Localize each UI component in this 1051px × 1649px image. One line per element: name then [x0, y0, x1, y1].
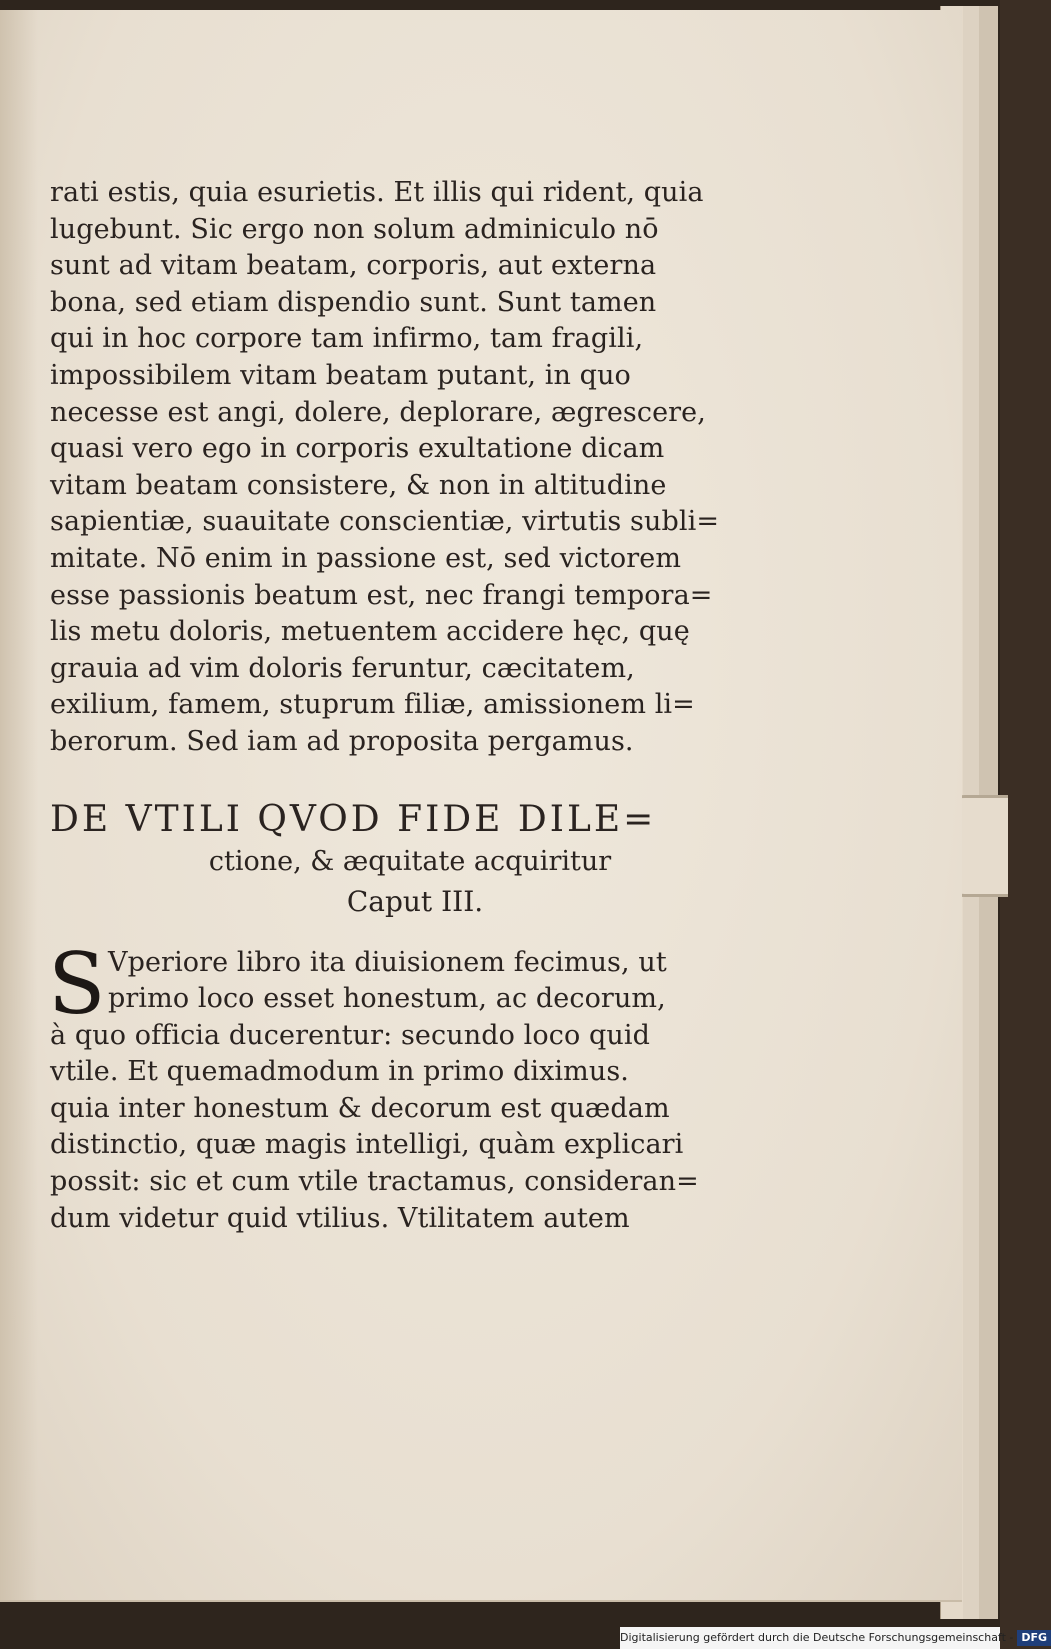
chapter-title: DE VTILI QVOD FIDE DILE= [50, 798, 657, 840]
text-line: qui in hoc corpore tam infirmo, tam fragili, [50, 323, 644, 355]
text-line: lis metu doloris, metuentem accidere hęc, quę [50, 616, 690, 648]
chapter-number: Caput III. [346, 884, 484, 918]
text-line: berorum. Sed iam ad proposita pergamus. [50, 725, 634, 757]
paragraph-chapter [48, 934, 730, 1238]
text-line: vitam beatam consistere, & non in altitudine [50, 469, 667, 501]
text-line: mitate. Nō enim in passione est, sed victorem [50, 542, 682, 574]
text-line: quia inter honestum & decorum est quædam [50, 1092, 670, 1124]
text-line: esse passionis beatum est, nec frangi tempora= [50, 579, 713, 611]
paragraph-top [50, 175, 730, 761]
chapter-subtitle: ctione, & æquitate acquiritur [208, 845, 612, 877]
text-line: sapientiæ, suauitate conscientiæ, virtutis subli= [50, 506, 720, 538]
text-line: necesse est angi, dolere, deplorare, ægrescere, [50, 396, 706, 428]
drop-capital: S [48, 934, 106, 1033]
text-line: rati estis, quia esurietis. Et illis qui rident, quia [50, 177, 704, 208]
text-line: distinctio, quæ magis intelligi, quàm explicari [50, 1129, 684, 1161]
text-line: lugebunt. Sic ergo non solum adminiculo nō [50, 213, 659, 245]
text-line: quasi vero ego in corporis exultatione dicam [50, 433, 665, 465]
text-line: primo loco esset honestum, ac decorum, [108, 983, 666, 1015]
book-page [0, 10, 962, 1602]
text-line: dum videtur quid vtilius. Vtilitatem autem [50, 1202, 630, 1234]
page-text [50, 175, 730, 1237]
text-line: possit: sic et cum vtile tractamus, consideran= [50, 1166, 699, 1198]
text-line: impossibilem vitam beatam putant, in quo [50, 359, 631, 391]
text-line: vtile. Et quemadmodum in primo diximus. [50, 1056, 629, 1088]
text-line: à quo officia ducerentur: secundo loco quid [50, 1019, 650, 1051]
text-line: grauia ad vim doloris feruntur, cæcitatem, [50, 652, 635, 684]
footer-text: Digitalisierung gefördert durch die Deutsche Forschungsgemeinschaft - [620, 1631, 1014, 1644]
text-line: sunt ad vitam beatam, corporis, aut externa [50, 250, 657, 282]
text-line: exilium, famem, stuprum filiæ, amissionem li= [50, 689, 695, 721]
digitization-footer [620, 1627, 1048, 1649]
text-line: Vperiore libro ita diuisionem fecimus, ut [108, 946, 667, 978]
page-gutter [0, 10, 38, 1600]
text-line: bona, sed etiam dispendio sunt. Sunt tamen [50, 286, 657, 318]
chapter-heading [50, 797, 730, 923]
dfg-logo: DFG [1017, 1630, 1051, 1646]
